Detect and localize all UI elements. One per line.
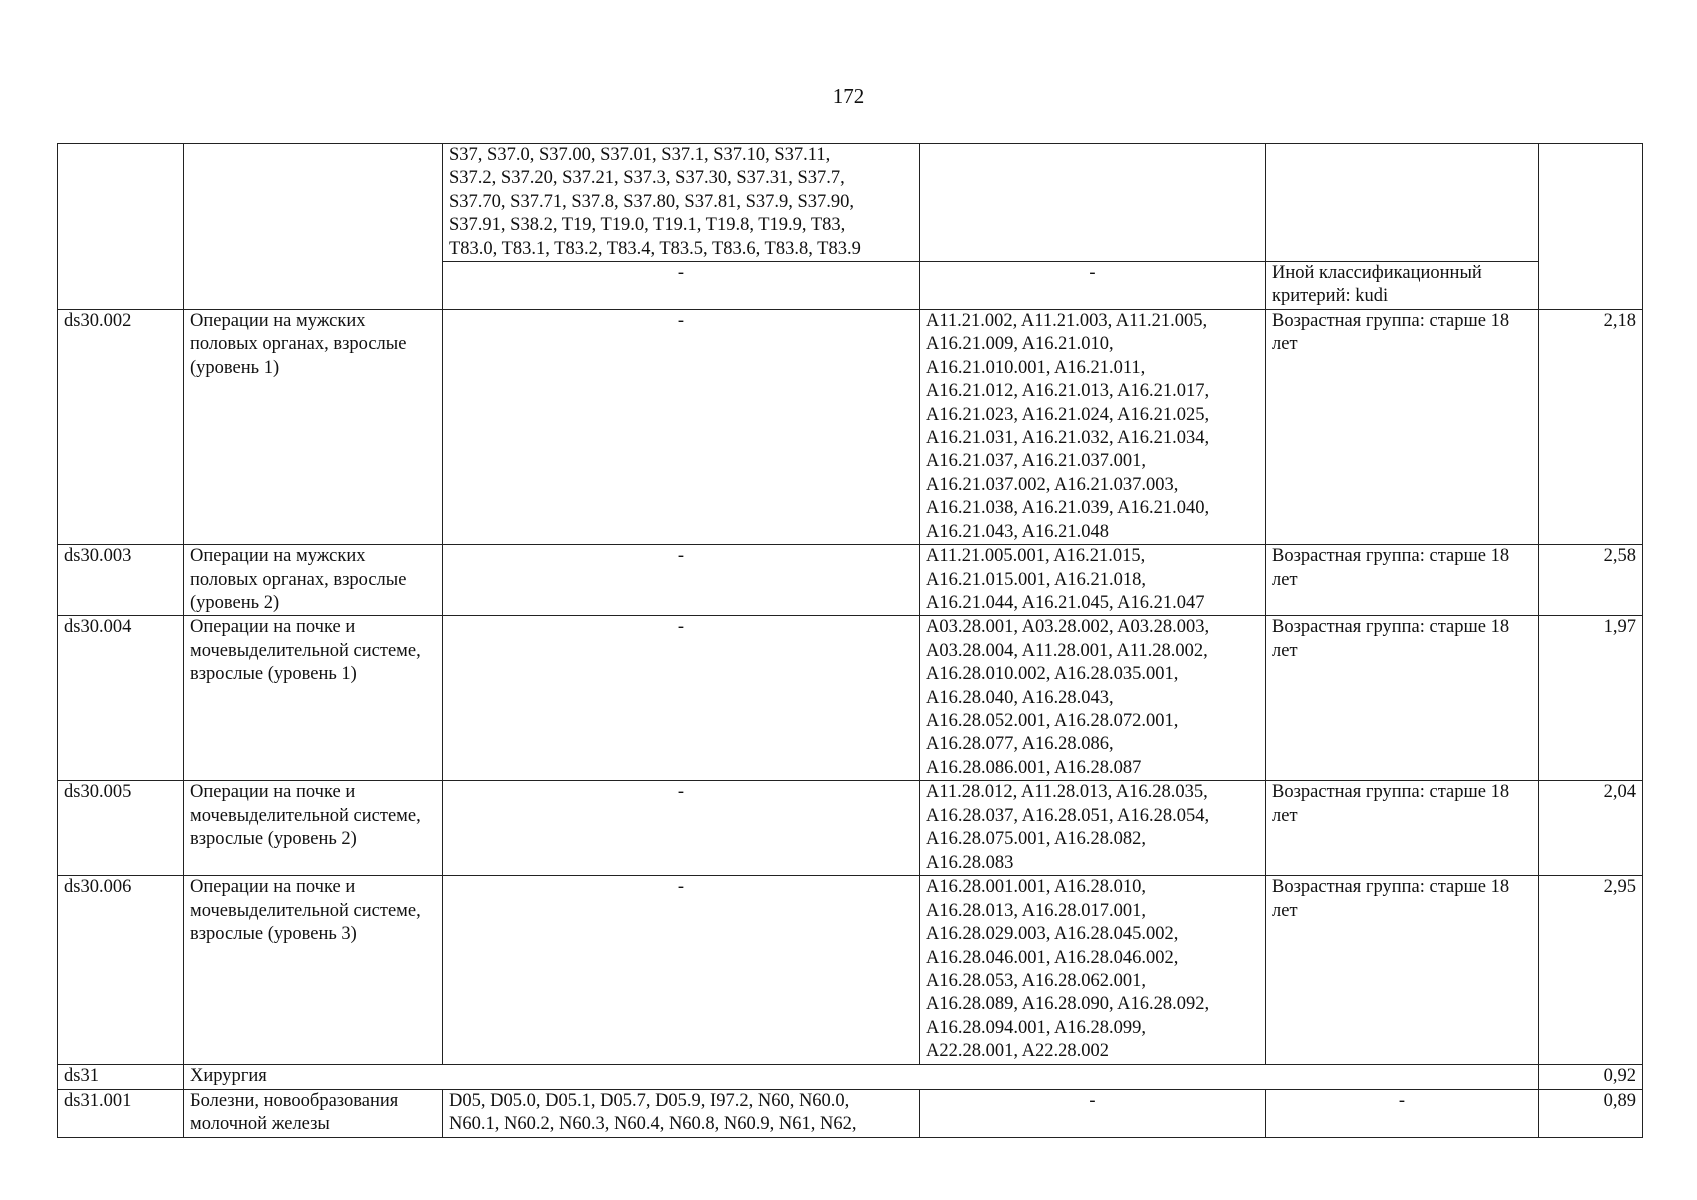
service-line: A16.28.013, A16.28.017.001, bbox=[926, 900, 1146, 921]
service-line: A16.21.015.001, A16.21.018, bbox=[926, 569, 1146, 590]
cell-code: ds30.002 bbox=[58, 310, 184, 545]
service-line: A16.21.043, A16.21.048 bbox=[926, 521, 1109, 542]
section-coefficient: 0,92 bbox=[1539, 1064, 1643, 1089]
cell-coefficient: 1,97 bbox=[1539, 616, 1643, 781]
cell-coefficient: 2,95 bbox=[1539, 876, 1643, 1064]
cell-diagnosis-dash: - bbox=[443, 545, 920, 616]
cell-criteria: Возрастная группа: старше 18 лет bbox=[1266, 545, 1539, 616]
table-body bbox=[58, 144, 1643, 1138]
service-line: A16.21.037.002, A16.21.037.003, bbox=[926, 474, 1179, 495]
service-line: A11.28.012, A11.28.013, A16.28.035, bbox=[926, 782, 1208, 803]
diagnosis-line: T83.0, T83.1, T83.2, T83.4, T83.5, T83.6, T83.8, T83.9 bbox=[449, 238, 861, 259]
cell-coefficient bbox=[1539, 144, 1643, 310]
service-line: A16.28.089, A16.28.090, A16.28.092, bbox=[926, 994, 1210, 1015]
cell-coefficient: 2,58 bbox=[1539, 545, 1643, 616]
cell-criteria: Возрастная группа: старше 18 лет bbox=[1266, 310, 1539, 545]
service-line: A16.28.046.001, A16.28.046.002, bbox=[926, 947, 1179, 968]
diagnosis-line: N60.1, N60.2, N60.3, N60.4, N60.8, N60.9, N61, N62, bbox=[449, 1113, 857, 1134]
cell-code: ds30.003 bbox=[58, 545, 184, 616]
cell-criteria-dash: - bbox=[1266, 1089, 1539, 1137]
table-row bbox=[58, 545, 1643, 616]
service-line: A16.28.029.003, A16.28.045.002, bbox=[926, 924, 1179, 945]
service-line: A16.28.077, A16.28.086, bbox=[926, 734, 1114, 755]
cell-services bbox=[920, 616, 1266, 781]
cell-name: Операции на почке и мочевыделительной системе, взрослые (уровень 2) bbox=[184, 781, 443, 876]
cell-code: ds30.006 bbox=[58, 876, 184, 1064]
service-line: A16.28.086.001, A16.28.087 bbox=[926, 757, 1142, 778]
service-line: A22.28.001, A22.28.002 bbox=[926, 1041, 1109, 1062]
diagnosis-line: S37, S37.0, S37.00, S37.01, S37.1, S37.10, S37.11, bbox=[449, 145, 831, 165]
service-line: A16.28.010.002, A16.28.035.001, bbox=[926, 664, 1179, 685]
cell-services bbox=[920, 781, 1266, 876]
cell-diagnosis-dash: - bbox=[443, 310, 920, 545]
service-line: A16.28.037, A16.28.051, A16.28.054, bbox=[926, 805, 1210, 826]
service-line: A16.28.040, A16.28.043, bbox=[926, 687, 1114, 708]
cell-name: Операции на почке и мочевыделительной системе, взрослые (уровень 1) bbox=[184, 616, 443, 781]
service-line: A16.28.075.001, A16.28.082, bbox=[926, 829, 1146, 850]
cell-criteria-kudi: Иной классификационный критерий: kudi bbox=[1266, 262, 1539, 310]
service-line: A16.21.023, A16.21.024, A16.21.025, bbox=[926, 404, 1210, 425]
service-line: A16.28.083 bbox=[926, 852, 1014, 873]
service-line: A16.21.044, A16.21.045, A16.21.047 bbox=[926, 592, 1205, 613]
table-row bbox=[58, 616, 1643, 781]
cell-code: ds31.001 bbox=[58, 1089, 184, 1137]
cell-code bbox=[58, 144, 184, 310]
table-row bbox=[58, 310, 1643, 545]
page-number: 172 bbox=[832, 84, 865, 108]
cell-diagnosis-codes bbox=[443, 1089, 920, 1137]
cell-diagnosis-dash: - bbox=[443, 781, 920, 876]
service-line: A16.28.053, A16.28.062.001, bbox=[926, 970, 1146, 991]
cell-diagnosis-dash: - bbox=[443, 262, 920, 310]
cell-services-dash: - bbox=[920, 1089, 1266, 1137]
diagnosis-line: S37.2, S37.20, S37.21, S37.3, S37.30, S37.31, S37.7, bbox=[449, 168, 845, 189]
cell-diagnosis-codes bbox=[443, 144, 920, 262]
cell-criteria bbox=[1266, 144, 1539, 262]
cell-services-dash: - bbox=[920, 262, 1266, 310]
table-row bbox=[58, 781, 1643, 876]
table-row-continuation bbox=[58, 144, 1643, 262]
diagnosis-line: S37.70, S37.71, S37.8, S37.80, S37.81, S37.9, S37.90, bbox=[449, 191, 855, 212]
service-line: A11.21.002, A11.21.003, A11.21.005, bbox=[926, 311, 1208, 332]
cell-name: Болезни, новообразования молочной железы bbox=[184, 1089, 443, 1137]
cell-name: Операции на почке и мочевыделительной системе, взрослые (уровень 3) bbox=[184, 876, 443, 1064]
cell-code: ds30.005 bbox=[58, 781, 184, 876]
section-title: Хирургия bbox=[184, 1064, 1539, 1089]
service-line: A16.28.052.001, A16.28.072.001, bbox=[926, 710, 1179, 731]
service-line: A16.21.012, A16.21.013, A16.21.017, bbox=[926, 381, 1210, 402]
service-line: A16.21.031, A16.21.032, A16.21.034, bbox=[926, 428, 1210, 449]
cell-name bbox=[184, 144, 443, 310]
service-line: A11.21.005.001, A16.21.015, bbox=[926, 546, 1146, 567]
table-row bbox=[58, 876, 1643, 1064]
cell-diagnosis-dash: - bbox=[443, 876, 920, 1064]
service-line: A03.28.001, A03.28.002, A03.28.003, bbox=[926, 617, 1210, 638]
service-line: A16.21.009, A16.21.010, bbox=[926, 334, 1114, 355]
cell-criteria: Возрастная группа: старше 18 лет bbox=[1266, 781, 1539, 876]
cell-name: Операции на мужских половых органах, взрослые (уровень 1) bbox=[184, 310, 443, 545]
cell-name: Операции на мужских половых органах, взрослые (уровень 2) bbox=[184, 545, 443, 616]
cell-coefficient: 0,89 bbox=[1539, 1089, 1643, 1137]
cell-criteria: Возрастная группа: старше 18 лет bbox=[1266, 616, 1539, 781]
section-row bbox=[58, 1064, 1643, 1089]
service-line: A16.28.001.001, A16.28.010, bbox=[926, 877, 1146, 898]
cell-code: ds30.004 bbox=[58, 616, 184, 781]
tariff-table bbox=[57, 143, 1643, 1138]
cell-services bbox=[920, 876, 1266, 1064]
service-line: A16.21.038, A16.21.039, A16.21.040, bbox=[926, 498, 1210, 519]
service-line: A16.21.010.001, A16.21.011, bbox=[926, 357, 1146, 378]
cell-criteria: Возрастная группа: старше 18 лет bbox=[1266, 876, 1539, 1064]
cell-services bbox=[920, 310, 1266, 545]
section-code: ds31 bbox=[58, 1064, 184, 1089]
service-line: A16.28.094.001, A16.28.099, bbox=[926, 1017, 1146, 1038]
cell-services bbox=[920, 144, 1266, 262]
diagnosis-line: S37.91, S38.2, T19, T19.0, T19.1, T19.8, T19.9, T83, bbox=[449, 215, 846, 236]
cell-coefficient: 2,18 bbox=[1539, 310, 1643, 545]
service-line: A16.21.037, A16.21.037.001, bbox=[926, 451, 1146, 472]
diagnosis-line: D05, D05.0, D05.1, D05.7, D05.9, I97.2, N60, N60.0, bbox=[449, 1090, 850, 1111]
cell-coefficient: 2,04 bbox=[1539, 781, 1643, 876]
table-row bbox=[58, 1089, 1643, 1137]
cell-services bbox=[920, 545, 1266, 616]
cell-diagnosis-dash: - bbox=[443, 616, 920, 781]
service-line: A03.28.004, A11.28.001, A11.28.002, bbox=[926, 640, 1208, 661]
